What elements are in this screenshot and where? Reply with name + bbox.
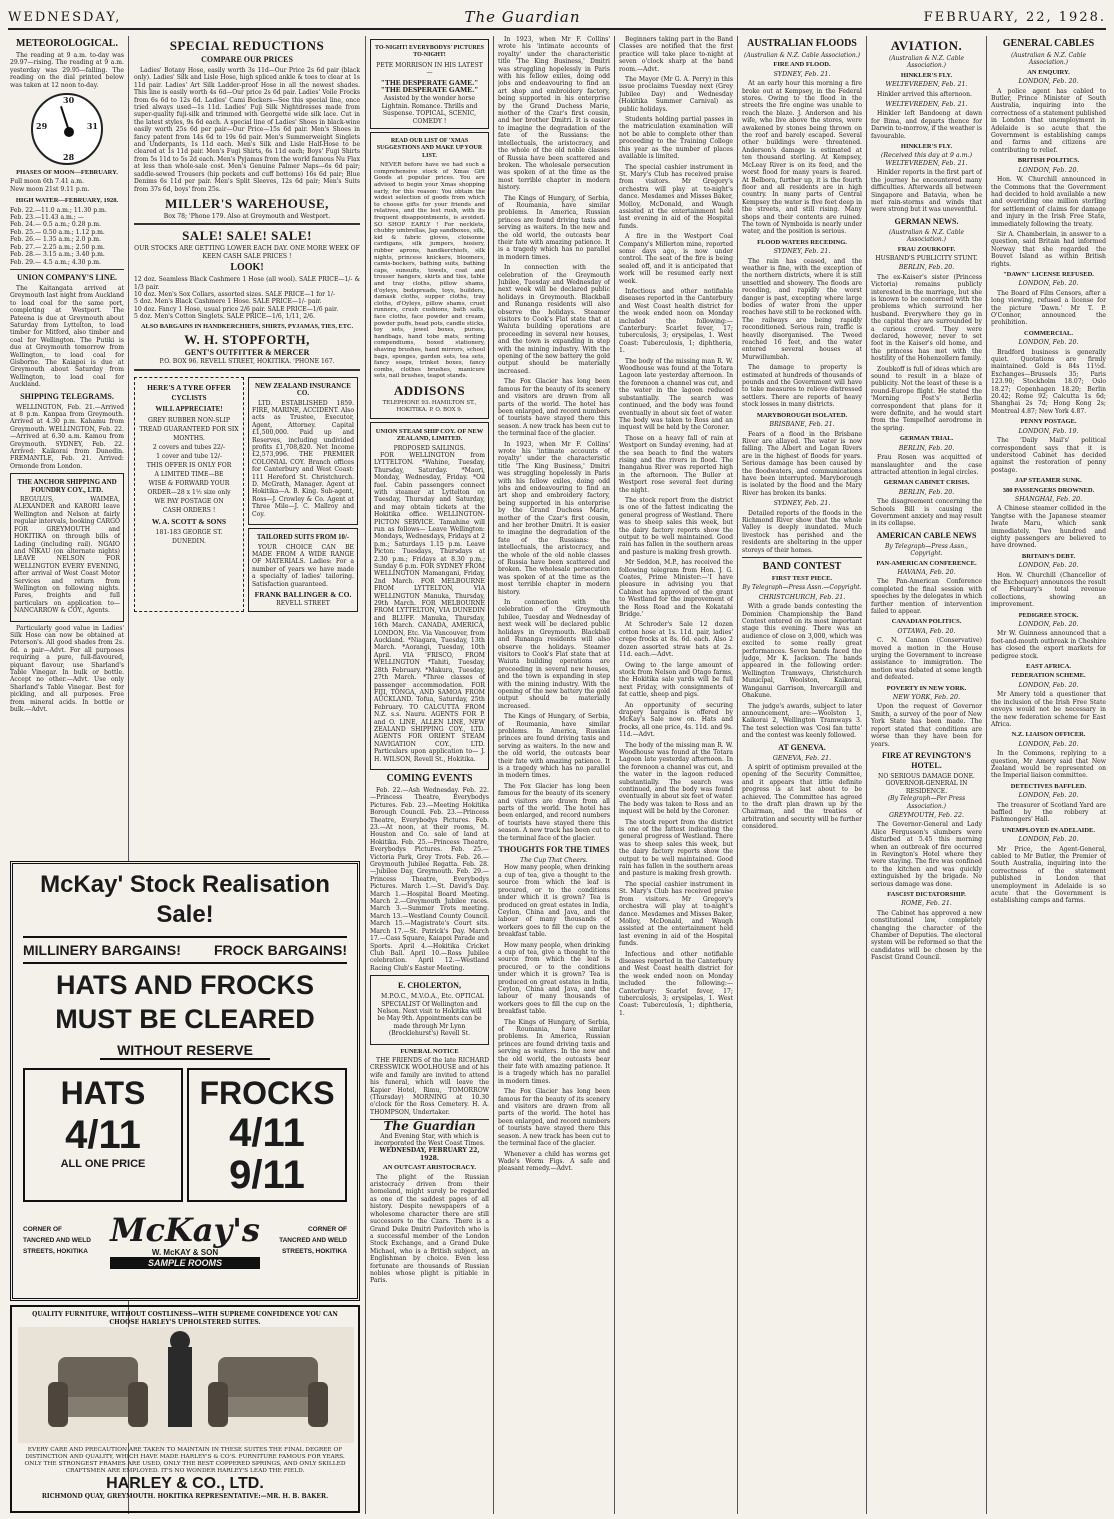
special-reductions-text: Ladies' Botany Hose, easily worth 3s 11d—Our Price 2s 6d pair (black only). Ladies' Silk and Lisle Hose, high spliced ankle & toes to clear at 1s 11d pair. Ladies' Art Silk Ladder-proof Hose in all the newest shades. This line is easily worth 4s 6d—Our price 2s 6d pair. Ladies' Voile Frocks from 6s 6d to 12s 6d. Ladies' Cami Bockers—See this special line, once tried always used—1s 11d. Ladies' Fuji Silk Nightdresses made from super-quality fuji-silk and trimmed with Georgette wide silk lace. Cut in the latest styles, 9s 6d each. A special line of Ladies' Shoes in black-wine easily worth 25s 6d per pair—Our Price—15s 6d pair. Men's Shoes in fancy patent from 14s 6d to 19s 6d pair. Men's Summerweight Singlets and Underpants, 1s 11d each. Men's Silk and Lisle Half-Hose to be cleared at 1s 11d pair. Men's Fugi Shirts, 6s 11d each; Boys' Fugi Shirts from 5s 11d to 5s 2d each. Men's Pyjamas from the world famous Nu Flax at less than whole-sale cost. Men's Genuine Palmer Naps—6s 6d pair; saddle-sewed Trousers (hip pockets and cuff bottoms) 16s 6d pair; Blue Denims 6s 11d per pair. Men's Split Sleeves, 12s 6d pair; Men's Suits from 37s 6d, boys' from 25s. [134, 67, 360, 193]
compare-prices-heading: COMPARE OUR PRICES [201, 55, 293, 64]
nz-insurance-ad: NEW ZEALAND INSURANCE CO. LTD. ESTABLISHED 1859. FIRE, MARINE, ACCIDENT. Also acts as Trustee, Executor, Agent, Attorney. Capital £1,500,000. Paid up and Reserves, including undivided profits £1,708,820. Net Income £2,573,996. THE PREMIER COLONIAL COY. Branch offices for Canterbury and West Coast: 111 Hereford St. Christchurch. D. McGrath, Manager. Agent at Hokitika—A. B. King. Sub-agent, Ross—J. Crowley & Co. Agent at Three Mile—J. C. Mallroy and Coy. [248, 377, 358, 525]
dial-label-left: 29 [36, 121, 48, 132]
column-general-cables: GENERAL CABLES (Australian & N.Z. Cable Association.) AN ENQUIRY. LONDON, Feb. 20. A police agent has cabled to Butler, Prince Minister of South Australia, inquiring into the correctness of a statement published in London that unemployment in Adelaide is so acute that the Government is establishing camps and farms and citizens are contributing to relief. BRITISH POLITICS. LONDON, Feb. 20. Hon. W. Churchill announced in the Commons that the Government had decided to hold available a new and overriding one million sterling for settlement of claims for damage and injury in the Irish Free State, immediately following the treaty. Sir A. Chamberlain, in answer to a question, said Britain had informed Norway that she regarded the Bouvet Island as within British rights. "DAWN" LICENSE REFUSED. LONDON, Feb. 20. The Board of Film Censors, after a long viewing, refused a license for the picture 'Dawn.' Mr T. P. O'Connor, announced the prohibition. COMMERCIAL. LONDON, Feb. 20. Bradford business is generally quiet. Quotations are firmly maintained. Gold is 84s 11½d. Exchanges—Brussels 35; Paris 123.90; Stockholm 18.07; Oslo 18.27; Copenhagen 18.20; Berlin 20.42; Rome 92; Calcutta 1s 6d; Shanghai 2s 7d; Hong Kong 2s; Montreal 4.87; New York 4.87. PENNY POSTAGE. LONDON, Feb. 19. The 'Daily Mail's' political correspondent says that it is understood Cabinet has decided against the restoration of penny postage. JAP STEAMER SUNK. 380 PASSENGERS DROWNED. SHANGHAI, Feb. 20. A Chinese steamer collided in the Yangtse with the Japanese steamer Iwate Maru, which sank immediately. Two hundred and eighty passengers are believed to have drowned. BRITAIN'S DEBT. LONDON, Feb. 20. Hon. W. Churchill (Chancellor of the Exchequer) announces the result of February's total revenue collections, showing an improvement. PEDIGREE STOCK. LONDON, Feb. 20. Mr W. Guinness announced that a foot-and-mouth outbreak in Cheshire has closed the export markets for pedigree stock. EAST AFRICA. FEDERATION SCHEME. LONDON, Feb. 20. Mr Amery told a questioner that the inclusion of the Irish Free State envoys would not be necessary in the new federation scheme for East Africa. N.Z. LIAISON OFFICER. LONDON, Feb. 20. In the Commons, replying to a question, Mr Amery said that New Zealand would be represented on the Imperial liaison committee. DETECTIVES BAFFLED. LONDON, Feb. 20. The treasurer of Scotland Yard are baffled by the robbery at Fishmongers' Hall. UNEMPLOYED IN ADELAIDE. LONDON, Feb. 20. Mr Price, the Agent-General, cabled to Mr Butler, the Premier of South Australia, inquiring into the correctness of the statement published in London that unemployment in Adelaide is so acute that the Government is establishing camps and farms. [991, 38, 1106, 905]
sale-item: 10 doz. Men's Sox Collars, assorted sizes. SALE PRICE—1 for 1/- [134, 290, 335, 298]
column-rule [365, 36, 366, 1514]
tide-row: Feb. 27.— 2.25 a.m.; 2.50 p.m. [10, 243, 105, 251]
dial-label-top: 30 [63, 95, 75, 106]
australian-floods-heading: AUSTRALIAN FLOODS [747, 38, 857, 49]
millinery-bargains: MILLINERY BARGAINS! [23, 942, 181, 958]
union-company-heading: UNION COMPANY'S LINE. [16, 272, 118, 282]
harley-furniture-ad [10, 1305, 360, 1513]
tide-row: Feb. 26.— 1.35 a.m.; 2.0 p.m. [10, 236, 101, 244]
mckay-corner-left: CORNER OF TANCRED AND WELD STREETS, HOKITIKA [23, 1226, 91, 1255]
meteorological-heading: METEOROLOGICAL. [16, 38, 118, 49]
column-editorial: In 1923, when Mr F. Collins' wrote his 'intimate accounts of royalty' under the characteristic title 'The King Business,' Dmitri was struggling hopelessly in Paris with his fellow exiles, doing odd jobs and endeavouring to find an art shop and embroidery factory, being supported in his enterprise by the Grand Duchess Marie, mother of the Czar's first cousin, and her brother Dmitri. It is easier to imagine the degradation of the fate of the Russians: the intellectuals, the aristocracy, and the whole of the old noble classes of Russia have been scattered and broken. The wholesale persecution was spoken of at the time as the most terrible chapter in modern history. The Kings of Hungary, of Serbia, of Roumania, have similar problems. In America, Russian princes are found driving taxis and serving as waiters. In the new and the old world, the outcasts bear their fate with amazing patience. It is a tragedy which has no parallel in modern times. In connection with the celebration of the Greymouth Jubilee, Tuesday and Wednesday of next week will be declared public holidays in Greymouth. Blackball and Runanga residents will also observe the holidays. Steamer visitors to Cook's Flat state that at Waiuta building operations are proceeding in several new houses, and the town is expanding in step with the mining industry. With the opening of the new battery the gold output should be materially increased. The Fox Glacier has long been famous for the beauty of its scenery and visitors are drawn from all parts of the world. The hotel has been enlarged, and record numbers of tourists have stayed there this season. A new track has been cut to the terminal face of the glacier. In 1923, when Mr F. Collins' wrote his 'intimate accounts of royalty' under the characteristic title 'The King Business,' Dmitri was struggling hopelessly in Paris with his fellow exiles, doing odd jobs and endeavouring to find an art shop and embroidery factory, being supported in his enterprise by the Grand Duchess Marie, mother of the Czar's first cousin, and her brother Dmitri. It is easier to imagine the degradation of the fate of the Russians: the intellectuals, the aristocracy, and the whole of the old noble classes of Russia have been scattered and broken. The wholesale persecution was spoken of at the time as the most terrible chapter in modern history. In connection with the celebration of the Greymouth Jubilee, Tuesday and Wednesday of next week will be declared public holidays in Greymouth. Blackball and Runanga residents will also observe the holidays. Steamer visitors to Cook's Flat state that at Waiuta building operations are proceeding in several new houses, and the town is expanding in step with the mining industry. With the opening of the new battery the gold output should be materially increased. The Kings of Hungary, of Serbia, of Roumania, have similar problems. In America, Russian princes are found driving taxis and serving as waiters. In the new and the old world, the outcasts bear their fate with amazing patience. It is a tragedy which has no parallel in modern times. The Fox Glacier has long been famous for the beauty of its scenery and visitors are drawn from all parts of the world. The hotel has been enlarged, and record numbers of tourists have stayed there this season. A new track has been cut to the terminal face of the glacier. THOUGHTS FOR THE TIMES The Cup That Cheers. How many people, when drinking a cup of tea, give a thought to the source from which the leaf is procured, or to the conditions under which it is grown? Tea is produced on great estates in India, Ceylon, China and Java, and the labour of many thousands of workers goes to fill the cup on the breakfast table. How many people, when drinking a cup of tea, give a thought to the source from which the leaf is procured, or to the conditions under which it is grown? Tea is produced on great estates in India, Ceylon, China and Java, and the labour of many thousands of workers goes to fill the cup on the breakfast table. The Kings of Hungary, of Serbia, of Roumania, have similar problems. In America, Russian princes are found driving taxis and serving as waiters. In the new and the old world, the outcasts bear their fate with amazing patience. It is a tragedy which has no parallel in modern times. The Fox Glacier has long been famous for the beauty of its scenery and visitors are drawn from all parts of the world. The hotel has been enlarged, and record numbers of tourists have stayed there this season. A new track has been cut to the terminal face of the glacier. Whenever a child has worms get Wade's Worm Figs. A safe and pleasant remedy.—Advt. [498, 36, 610, 1173]
column-local-news: Beginners taking part in the Band Classes are notified that the first practice will take place to-night at seven o'clock sharp at the band room.—Advt. The Mayor (Mr G. A. Perry) in this issue proclaims Tuesday next (Grey Jubilee Day) and Wednesday (Hokitika Summer Carnival) as public holidays. Students holding partial passes in the matriculation examination will not be able to complete other than proceeding to the Training College this year as the number of places available is limited. The special cashier instrument in St. Mary's Club has received praise from visitors. Mr Gregory's orchestra will play at to-night's dance. Mesdames and Misses Baker, Molloy, McDonald, and Waugh assisted at the entertainment held last evening in aid of the Hospital funds. A fire in the Westport Coal Company's Millerton mine, reported some days ago, is now under control. The seat of the fire is being sealed off, and it is anticipated that work will be resumed early next week. Infectious and other notifiable diseases reported in the Canterbury and West Coast health district for the week ended noon on Monday included the following:—Canterbury: Scarlet fever, 17; tuberculosis, 3; erysipelas, 1. West Coast: Tuberculosis, 1; diphtheria, 1. The body of the missing man R. W. Woodhouse was found at the Totara Lagoon late yesterday afternoon. In the forenoon a channel was cut, and the water in the lagoon reduced substantially. The search was continued, and the body was found eventually in about six feet of water. The body was taken to Ross and an inquest will be held by the Coroner. Those on a heavy fall of rain at Westport on Sunday evening, had at the sea beach to find the waters rising and the rivers in flood. The Inangahua River was reported high in the afternoon. The Buller at Westport rose several feet during the night. The stock report from the district is one of the fattest indicating the general progress of Westland. There was to sheep sales this week, but the dairy factory reports show the output to be well maintained. Good rain has fallen in the southern areas and pasture is making fresh growth. Mr Seddon, M.P., has received the following telegram from Hon. J. G. Coates, Prime Minister:—'I have pleasure in advising you that Cabinet has approved of the grant to Westland for the improvement of the Ross Road and the Kokatahi Bridge.' At Schroder's Sale 12 dozen cotton hose at 1s. 11d. pair, ladies' crepe frocks at 8s. 6d. each. Also 2 dozen assorted straw hats at 2s. 11d. each.—Advt. Owing to the large amount of stock from Nelson and Otago farms, the Hokitika sale yards will be full next Friday, with consignments of fat cattle, sheep and pigs. An opportunity of securing drapery bargains is offered by McKay's Sale now on. Hats and frocks, all one price, 4s. 11d. and 9s. 11d.—Advt. The body of the missing man R. W. Woodhouse was found at the Totara Lagoon late yesterday afternoon. In the forenoon a channel was cut, and the water in the lagoon reduced substantially. The search was continued, and the body was found eventually in about six feet of water. The body was taken to Ross and an inquest will be held by the Coroner. The stock report from the district is one of the fattest indicating the general progress of Westland. There was to sheep sales this week, but the dairy factory reports show the output to be well maintained. Good rain has fallen in the southern areas and pasture is making fresh growth. The special cashier instrument in St. Mary's Club has received praise from visitors. Mr Gregory's orchestra will play at to-night's dance. Mesdames and Misses Baker, Molloy, McDonald, and Waugh assisted at the entertainment held last evening in aid of the Hospital funds. Infectious and other notifiable diseases reported in the Canterbury and West Coast health district for the week ended noon on Monday included the following:—Canterbury: Scarlet fever, 17; tuberculosis, 3; erysipelas, 1. West Coast: Tuberculosis, 1; diphtheria, 1. [619, 36, 733, 1017]
high-water-heading: HIGH WATER—FEBRUARY, 1928. [15, 197, 119, 205]
shipping-telegrams-heading: SHIPPING TELEGRAMS. [20, 391, 114, 401]
sale-item: 12 doz. Seamless Black Cashmere 1 Hose (all wool). SALE PRICE—1/- & 1/3 pair. [134, 276, 360, 291]
column-rule [737, 36, 738, 1514]
meteorological-text: The reading at 9 a.m. to-day was 29.97—rising. The reading at 9 a.m. yesterday was 29.95—falling. The reading on the dial printed below was taken at 12 noon to-day. [10, 52, 124, 89]
column-advertisements [134, 36, 360, 856]
harley-top-text: QUALITY FURNITURE, WITHOUT COSTLINESS—WITH SUPREME CONFIDENCE YOU CAN CHOOSE HARLEY'S UPHOLSTERED SUITES. [32, 1311, 338, 1326]
frocks-price-box: FROCKS 4/11 9/11 [187, 1068, 347, 1202]
outcast-text: The plight of the Russian aristocracy driven from their homeland, might surely be regarded as one of the saddest pages of all history. Despite newspapers of a wholesome character there are still successors to the Czars. There is a Grand Duke Dmitri Pavlovitch who is a successful member of the London Stock Exchange, and a Grand Duke Michael, who is a British subject, an Englishman by choice. Even less fortunate are thousands of Russian nobles whose plight is pitiable in Paris. [370, 1173, 489, 1285]
moon-row: New moon 21st 9.11 p.m. [10, 185, 90, 193]
shipping-telegrams-text: WELLINGTON, Feb. 21.—Arrived at 8 p.m. Kanpaa from Greymouth. Arrived at 4.30 p.m. Kahamu from Greymouth. WELLINGTON, Feb. 22.—Arrived at 6.30 a.m. Kamou from Greymouth. SYDNEY, Feb. 22. Arrived: Kaikorai from Dunedin. FREMANTLE, Feb. 21. Arrived: Ormonde from London. [10, 403, 124, 470]
column-entertainment-shipping: TO-NIGHT! EVERYBODYS' PICTURES TO-NIGHT! PETE MORRISON IN HIS LATEST— "THE DESPERATE GAME." "THE DESPERATE GAME." Assisted by the wonder horse Lightnin. Romance. Thrills and Suspense. TOPICAL, SCENIC, COMEDY ! READ OUR LIST OF 'XMAS SUGGESTIONS AND MAKE UP YOUR LIST. NEVER before have we had such a comprehensive stock of Xmas Gift Goods at popular prices. You are advised to begin your Xmas shopping early, for this reason: You obtain the widest selection of goods from which to choose gifts for your friends and relatives, and the lest rush, with its frequent disappointments, is avoided. SO SHOP EARLY ! For necklets, chubby umbrellas, Jap sandboxes, silk, kid & fabric gloves, cloisonne cardigans, silk jumpers, hosiery, rubber aprons, handkerchiefs, silk nights, princess knickers, bloomers, camis-bockers, bathing suits, bathing caps, sunsuits, towels, coat and trouser hangers, skirts and ties, table and tray cloths, pillow shams, d'oyleys, bedspreads, toys, builders, damask cloths, supper cloths, tray cloths, d'Oyleys, pillow shams, cruet runners, crush cushions, bath salts, face cloths, face powder and cream, powder puffs, bead pots, candle sticks, toy sets, jewel boxes, purses, handbags, hand tobe mats, writing compendiums, boxed stationery, shaving brushes, hand mirrors, school bags, sponges, garden sets, tea sets, fancy soaps, trinket boxes, fancy combs, clothes brushes, manicure sets, nail brushes, teapot stands. ADDISONS TELEPHONE 93. HAMILTON ST., HOKITIKA. P. O. BOX 9. UNION STEAM SHIP COY. OF NEW ZEALAND, LIMITED. PROPOSED SAILINGS. FOR WELLINGTON from LYTTELTON. *Wahine, Tuesday, Thursday, Saturday. *Maori, Monday, Wednesday, Friday. *Oil fuel. Cabin passengers connect with steamer at Lyttelton on Tuesday, Thursday and Saturday, and may obtain tickets at the Hokitika office. WELLINGTON-PICTON SERVICE. Tamahine will run as follows— Leave Wellington: Mondays, Wednesdays, Fridays at 2 p.m.; Saturdays 1.15 p.m. Leave Picton: Tuesdays, Thursdays at 2.30 p.m.; Fridays at 8.30 p.m.; Sunday 6 p.m. FOR SYDNEY FROM WELLINGTON Mamangani, Friday, 2nd March. FOR MELBOURNE FROM LYTTELTON, VIA WELLINGTON Manuka, Thursday, 29th March. FOR MELBOURNE FROM LYTTELTON, VIA DUNEDIN and BLUFF. Manuka, Thursday, 16th March. CANADA, AMERICA, LONDON, Etc. Via Vancouver, from Auckland. *Niagara, Tuesday, 13th March. *Aorangi, Tuesday, 10th April. VIA 'FRISCO, FROM WELLINGTON *Tahiti, Tuesday, 28th February. *Makura, Tuesday, 27th March. *Three classes of passenger accommodation. FOR FIJI, TONGA, AND SAMOA FROM AUCKLAND. Tofua, Saturday, 25th February. TO CALCUTTA FROM N.Z. s.s. Nauru. AGENTS FOR P. and O. LINE, ALLEN LINE, NEW ZEALAND SHIPPING COY., LTD. AGENTS FOR ORIENT STEAM NAVIGATION COY., LTD. Particulars upon application to— J. H. WILSON, Revell St., Hokitika. COMING EVENTS Feb. 22.—Ash Wednesday. Feb. 22.—Princess Theatre, Everybodys Pictures. Feb. 23.—Meeting Hokitika Borough Council. Feb. 23.—Princess Theatre, Everybodys Pictures. Feb. 23.—At noon, at their rooms, M. Houston and Co. sale of land at Hokitika. Feb. 25.—Princess Theatre, Everybodys Pictures. Feb. 25.—Victoria Park, Grey Trots. Feb. 26.—Greymouth Jubilee Regatta. Feb. 28.—Jubilee Day, Greymouth. Feb. 29.—Princess Theatre, Everybodys Pictures. March 1.—St. David's Day. March 1.—Hospital Board Meeting. March 2.—Greymouth Jubilee races. March 3.—Summer Trots meeting. March 13.—Westland County Council. March 15.—Magistrate's Court sits. March 17.—St. Patrick's Day. March 17.—Cass Square, Kaiapoi Parade and Sports. April 4.—Hokitika Cricket Club Ball. April 10.—Ross Jubilee celebration. April 12.—Westland Racing Club's Easter Meeting. E. CHOLERTON, M.P.O.C., M.V.O.A., Etc. OPTICAL SPECIALIST Of Wellington and Nelson. Next visit to Hokitika will be May 9th. Appointments can be made through Mr Lynn (Brocklehurst's) Revell St. FUNERAL NOTICE THE FRIENDS of the late RICHARD CRESSWICK WOOLHOUSE and of his wife and family are invited to attend his funeral, which will leave the Kapier Hotel, Rimu, TOMORROW (Thursday) MORNING at 10.30 o'clock for the Ross Cemetery. H. A. THOMPSON, Undertaker. The Guardian And Evening Star, with which is incorporated the West Coast Times. WEDNESDAY, FEBRUARY 22, 1928. AN OUTCAST ARISTOCRACY. The plight of the Russian aristocracy driven from their homeland, might surely be regarded as one of the saddest pages of all history. Despite newspapers of a wholesome character there are still successors to the Czars. There is a Grand Duke Dmitri Pavlovitch who is a successful member of the London Stock Exchange, and a Grand Duke Michael, who is a British subject, an Englishman by choice. Even less fortunate are thousands of Russian nobles whose plight is pitiable in Paris. [370, 36, 489, 1514]
addisons-ad: READ OUR LIST OF 'XMAS SUGGESTIONS AND MAKE UP YOUR LIST. NEVER before have we had such a comprehensive stock of Xmas Gift Goods at popular prices. You are advised to begin your Xmas shopping early, for this reason: You obtain the widest selection of goods from which to choose gifts for your friends and relatives, and the lest rush, with its frequent disappointments, is avoided. SO SHOP EARLY ! For necklets, chubby umbrellas, Jap sandboxes, silk, kid & fabric gloves, cloisonne cardigans, silk jumpers, hosiery, rubber aprons, handkerchiefs, silk nights, princess knickers, bloomers, camis-bockers, bathing suits, bathing caps, sunsuits, towels, coat and trouser hangers, skirts and ties, table and tray cloths, pillow shams, d'oyleys, bedspreads, toys, builders, damask cloths, supper cloths, tray cloths, d'Oyleys, pillow shams, cruet runners, crush cushions, bath salts, face cloths, face powder and cream, powder puffs, bead pots, candle sticks, toy sets, jewel boxes, purses, handbags, hand tobe mats, writing compendiums, boxed stationery, shaving brushes, hand mirrors, school bags, sponges, garden sets, tea sets, fancy soaps, trinket boxes, fancy combs, clothes brushes, manicure sets, nail brushes, teapot stands. ADDISONS TELEPHONE 93. HAMILTON ST., HOKITIKA. P. O. BOX 9. [370, 132, 489, 419]
hats-and-frocks: HATS AND FROCKS [56, 970, 314, 1000]
harley-address: RICHMOND QUAY, GREYMOUTH. HOKITIKA REPRESENTATIVE:—MR. H. B. BAKER. [41, 1493, 329, 1500]
masthead-paper-name: The Guardian [464, 8, 581, 26]
without-reserve: WITHOUT RESERVE [100, 1042, 270, 1060]
funeral-notice-text: THE FRIENDS of the late RICHARD CRESSWICK WOOLHOUSE and of his wife and family are invited to attend his funeral, which will leave the Kapier Hotel, Rimu, TOMORROW (Thursday) MORNING at 10.30 o'clock for the Ross Cemetery. H. A. THOMPSON, Undertaker. [370, 1056, 489, 1116]
tide-row: Feb. 28.— 3.15 a.m.; 3.40 p.m. [10, 251, 105, 259]
sale-item: 5 doz. Men's Cotton Singlets. SALE PRICE—1/6, 1/11, 2/6. [134, 313, 315, 321]
tide-row: Feb. 22.—11.0 a.m.; 11.30 p.m. [10, 206, 107, 214]
anchor-heading: THE ANCHOR SHIPPING AND FOUNDRY COY., LTD. [17, 478, 117, 494]
local-notices-text: Particularly good value in Ladies' Silk Hose can now be obtained at Peterson's. All good shades from 2s. 6d. a pair—Advt. For all purposes requiring a pure, full-flavoured, piquant flavour, use Sharland's Table Vinegar. In bulk or bottle. Accept no other.—Advt. Use only Sharland's Table Vinegar. Best for pickling, and all purposes. Free from mineral acids. In bottle or bulk.—Advt. [10, 624, 124, 714]
pictures-ad: TO-NIGHT! EVERYBODYS' PICTURES TO-NIGHT! PETE MORRISON IN HIS LATEST— "THE DESPERATE GAME." "THE DESPERATE GAME." Assisted by the wonder horse Lightnin. Romance. Thrills and Suspense. TOPICAL, SCENIC, COMEDY ! [370, 39, 489, 129]
union-company-text: The Kaitangata arrived at Greymouth last night from Auckland to load coal for the same port, completing at Westport. The Pateena is due at Greymouth about Saturday from Lyttelton, to load timber for Mitford, also timber and coal for Wellington. The Putiki is due at Greymouth tomorrow from Wellington, to load coal for Gisborne. The Kaiapoi is due at Greymouth about Saturday from Wellington, to load coal for Auckland. [10, 284, 124, 389]
dial-label-right: 31 [86, 121, 98, 132]
masthead-day: WEDNESDAY, [8, 9, 122, 25]
mckay-corner-right: CORNER OF TANCRED AND WELD STREETS, HOKITIKA [279, 1226, 347, 1255]
barometer-dial-icon [31, 93, 103, 165]
look-heading: LOOK! [230, 262, 264, 274]
sale-heading: SALE! SALE! SALE! [182, 228, 312, 244]
outcast-heading: AN OUTCAST ARISTOCRACY. [383, 1164, 476, 1172]
column-rule [866, 36, 867, 1514]
stopforth-address: P.O. BOX 96. REVELL STREET, HOKITIKA. 'PHONE 167. [159, 358, 335, 366]
special-reductions-heading: SPECIAL REDUCTIONS [169, 38, 325, 53]
column-rule [986, 36, 987, 1514]
mckay-sale-ad [10, 861, 360, 1301]
aviation-heading: AVIATION. [890, 38, 963, 53]
german-news-heading: GERMAN NEWS. [894, 216, 959, 226]
tide-row: Feb. 23.—11.43 a.m.; — [10, 214, 84, 222]
dial-label-bottom: 28 [63, 151, 75, 162]
tide-row: Feb. 29.— 4.5 a.m.; 4.30 p.m. [10, 258, 101, 266]
funeral-notice-heading: FUNERAL NOTICE [400, 1047, 459, 1055]
cholerton-ad: E. CHOLERTON, M.P.O.C., M.V.O.A., Etc. OPTICAL SPECIALIST Of Wellington and Nelson. Next visit to Hokitika will be May 9th. Appointments can be made through Mr Lynn (Brocklehurst's) Revell St. [370, 975, 489, 1044]
masthead [8, 6, 1106, 30]
anchor-shipping-ad [10, 473, 124, 621]
stopforth-subheading: GENT'S OUTFITTER & MERCER [184, 347, 310, 357]
dial-hub [64, 127, 74, 137]
harley-body-text: EVERY CARE AND PRECAUTION ARE TAKEN TO MAINTAIN IN THESE SUITES THE FINAL DEGREE OF DISTINCTION AND QUALITY, WHICH HAVE MADE HARLEY'S & CO'S. FURNITURE FAMOUS FOR YEARS. ONLY THE STRONGEST FRAMES ARE USED, ONLY THE BEST COPPERED SPRINGS, AND ONLY SKILLED CRAFTSMEN ARE EMPLOYED. IT'S NO WONDER HARLEY'S LEAD THE FIELD. [24, 1447, 346, 1474]
coming-events-heading: COMING EVENTS [386, 772, 473, 784]
harley-name: HARLEY & CO., LTD. [106, 1475, 264, 1492]
hats-price-box: HATS 4/11 ALL ONE PRICE [23, 1068, 183, 1202]
millers-warehouse-heading: MILLER'S WAREHOUSE, [165, 195, 329, 211]
sale-subheading: OUR STOCKS ARE GETTING LOWER EACH DAY. ONE MORE WEEK OF KEEN CASH SALE PRICES ! [134, 245, 360, 260]
sale-item: 5 doz. Men's Black Cashmere 1 Hose. SALE PRICE—1/- pair. [134, 298, 322, 306]
tide-row: Feb. 25.— 0.50 a.m.; 1.12 p.m. [10, 228, 105, 236]
mckay-title: McKay' Stock Realisation Sale! [40, 871, 330, 928]
must-be-cleared: MUST BE CLEARED [55, 1004, 315, 1034]
column-australian-floods: AUSTRALIAN FLOODS (Australian & N.Z. Cable Association.) FIRE AND FLOOD. SYDNEY, Feb. 21. At an early hour this morning a fire broke out at Kempsey, in the Federal stores. Owing to the flood in the streets the fire engine was unable to reach the blaze. J. Anderson and his wife, who live above the stores, were awakened by stones being thrown on the roof and barely escaped. Several other buildings were threatened. Anderson's damage is estimated at ten thousand sterling. At Kempsey, McLeay River is on its feed, and the worst flood for many years is feared. At Belbora, further up, it is the fourth floor and all residents are in high country. In many parts of Central Kempsey the water is five feet deep in the streets, and still rising. Many shops and their contents are ruined. The town of Nymboida is nearly under water, and the position is serious. FLOOD WATERS RECEDING. SYDNEY, Feb. 21. The rain has ceased, and the weather is fine, with the exception of the northern districts, where it is still unsettled and showery. The floods are receding, and rapidly the worst danger is past, excepting where large bodies of water from the upper reaches have still to be reckoned with. The railways are being rapidly reconditioned. Serious rain, traffic is heavily disorganised. The Tweed reached 16 feet, and the water entered several houses at Murwillumbah. The damage to property is estimated at hundreds of thousands of pounds and the Government will have to take measures to relieve distressed settlers. There are reports of heavy stock losses in many districts. MARYBOROUGH ISOLATED. BRISBANE, Feb. 21. Fears of a flood in the Brisbane River are allayed. The water is now falling. The Albert and Logan Rivers are in the highest of floods for years. Serious damage has been caused by the floodwaters, and communications have been interrupted. Maryborough is isolated by the flood and the Mary River has broken its banks. SYDNEY, Feb. 21. Detailed reports of the floods in the Richmond River show that the whole Valley is deeply inundated. Much livestock has perished and the residents are sheltering in the upper storeys of their homes. BAND CONTEST FIRST TEST PIECE. By Telegraph—Press Assn.—Copyright. CHRISTCHURCH, Feb. 21. With a grade bands contesting the Dominion Championship the Band Contest entered on its most important stage this evening. There was an audience of close on 3,000, which was excited to some really great performances. Seven bands faced the judge, Mr K. Jackson. The bands appeared in the following order: Wellington Tramways, Christchurch Municipal, Woolston, Kaikorai, Wanganui Garrison, Invercargill and Ohakune. The judge's awards, subject to later announcement, are:—Woolston 1, Kaikorai 2, Wellington Tramways 3. The test selection was 'Cosi fan tutte' and the contest was keenly followed. AT GENEVA. GENEVA, Feb. 21. A spirit of optimism prevailed at the opening of the Security Committee, and it appears that little definite progress is at last about to be achieved. The Committee has agreed to the draft plan drawn up by the Chairman, and the treaties of arbitration and security will be further considered. [742, 38, 862, 831]
anchor-text: REGULUS, WAIMEA, ALEXANDER and KARORI leave Wellington and Nelson at fairly regular intervals, booking CARGO FOR GREYMOUTH and HOKITIKA on through bills of Lading (including rail). NGAIO and NIKAU (on alternate nights) LEAVE NELSON FOR WELLINGTON EVERY EVENING, after arrival of West Coast Motor Services and return from Wellington on following nights. Fares, freights and full particulars on application to— NANCARROW & COY., Agents. [14, 496, 120, 615]
stopforth-heading: W. H. STOPFORTH, [184, 331, 310, 347]
american-cable-news-heading: AMERICAN CABLE NEWS [876, 530, 977, 540]
band-contest-heading: BAND CONTEST [762, 561, 842, 572]
also-bargains: ALSO BARGAINS IN HANDKERCHIEFS, SHIRTS, PYJAMAS, TIES, ETC. [140, 322, 354, 330]
coming-events-text: Feb. 22.—Ash Wednesday. Feb. 22.—Princess Theatre, Everybodys Pictures. Feb. 23.—Meeting Hokitika Borough Council. Feb. 23.—Princess Theatre, Everybodys Pictures. Feb. 23.—At noon, at their rooms, M. Houston and Co. sale of land at Hokitika. Feb. 25.—Princess Theatre, Everybodys Pictures. Feb. 25.—Victoria Park, Grey Trots. Feb. 26.—Greymouth Jubilee Regatta. Feb. 28.—Jubilee Day, Greymouth. Feb. 29.—Princess Theatre, Everybodys Pictures. March 1.—St. David's Day. March 1.—Hospital Board Meeting. March 2.—Greymouth Jubilee races. March 3.—Summer Trots meeting. March 13.—Westland County Council. March 15.—Magistrate's Court sits. March 17.—St. Patrick's Day. March 17.—Cass Square, Kaiapoi Parade and Sports. April 4.—Hokitika Cricket Club Ball. April 10.—Ross Jubilee celebration. April 12.—Westland Racing Club's Easter Meeting. [370, 786, 489, 972]
tyre-offer-ad: HERE'S A TYRE OFFER CYCLISTS WILL APPRECIATE! GREY RUBBER NON-SLIP TREAD GUARANTEED FOR SIX MONTHS. 2 covers and tubes 22/- 1 cover and tube 12/- THIS OFFER IS ONLY FOR A LIMITED TIME—BE WISE & FORWARD YOUR ORDER—28 x 1½ size only WE PAY POSTAGE ON CASH ORDERS ! W. A. SCOTT & SONS 181-183 GEORGE ST. DUNEDIN. [134, 377, 244, 612]
column-meteorological [10, 36, 124, 856]
millers-address: Box 78; 'Phone 179. Also at Greymouth and Westport. [163, 212, 331, 220]
armchair-illustration-icon [18, 1327, 354, 1443]
frock-bargains: FROCK BARGAINS! [214, 942, 347, 958]
sale-item: 10 doz. Fancy 1 Hose, usual price 2/6 pair. SALE PRICE—1/6 pair. [134, 305, 339, 313]
thoughts-heading: THOUGHTS FOR THE TIMES [498, 845, 610, 855]
mckay-logo: McKay's W. McKAY & SON SAMPLE ROOMS [110, 1211, 260, 1268]
moon-phases-heading: PHASES OF MOON—FEBRUARY. [16, 169, 118, 177]
tide-row: Feb. 24.— 0.5 a.m.; 0.28 p.m. [10, 221, 101, 229]
moon-row: Full moon 6th 7.41 a.m. [10, 178, 84, 186]
column-aviation-cables: AVIATION. (Australian & N.Z. Cable Association.) HINKLER'S FLY. WELTEVREDEN, Feb. 21. Hinkler arrived this afternoon. WELTEVREDEN, Feb. 21. Hinkler left Bandoeng at dawn for Bima, and departs thence for Darwin to-morrow, if the weather is favourable. HINKLER'S FLY. (Received this day at 9 a.m.) WELTEVREDEN, Feb. 21. Hinkler reports in the first part of the journey he encountered many difficulties. Afterwards all between Singapore and Batavia, when he met rain-storms and winds that were strong but it was uneventful. GERMAN NEWS. (Australian & N.Z. Cable Association.) FRAU ZOURKOFF. HUSBAND'S PUBLICITY STUNT. BERLIN, Feb. 20. The ex-Kaiser's sister (Princess Victoria) remains publicly interested in the marriage, but she is known to be concerned with the problems which surround her husband. Everywhere they go in the capital they are surrounded by a curious crowd. They were declared, however, never to set foot in the Kaiser's old home, and the princess has met with the hostility of the Hohenzollern family. Zoubkoff is full of ideas which are sound to result in a blaze of publicity. Not the least of these is a round-Europe flight. He stated the 'Morning Post's' Berlin correspondent that plans for it were definite, and he would start from the Tempelhof aerodrome in the spring. GERMAN TRIAL. BERLIN, Feb. 20. Frau Rosen was acquitted of manslaughter and the case attracted attention in legal circles. GERMAN CABINET CRISIS. BERLIN, Feb. 20. The disagreement concerning the Schools Bill is causing the Government anxiety and may result in its collapse. AMERICAN CABLE NEWS By Telegraph—Press Assn., Copyright. PAN-AMERICAN CONFERENCE. HAVANA, Feb. 20. The Pan-American Conference completed the final session with speeches by the delegates in which further mention of intervention failed to appear. CANADIAN POLITICS. OTTAWA, Feb. 20. C. N. Cannon (Conservative) moved a motion in the House urging the Government to increase assistance to immigration. The motion was debated at some length and defeated. POVERTY IN NEW YORK. NEW YORK, Feb. 20. Upon the request of Governor Smith, a survey of the poor of New York State has been made. The report stated that conditions are worse than they have been for years. FIRE AT REVINGTON'S HOTEL. NO SERIOUS DAMAGE DONE. GOVERNOR-GENERAL IN RESIDENCE. (By Telegraph—Per Press Association.) GREYMOUTH, Feb. 22. The Governor-General and Lady Alice Fergusson's slumbers were disturbed at 5.45 this morning when an outbreak of fire occurred in Revington's Hotel where they were staying. The fire was confined to the kitchen and was quickly extinguished by the brigade. No serious damage was done. FASCIST DICTATORSHIP. ROME, Feb. 21. The Cabinet has approved a new constitutional law, completely changing the character of the Chamber of Deputies. The electoral system will be reformed so that the candidates will be chosen by the Fascist Grand Council. [871, 38, 982, 962]
column-rule [614, 36, 615, 1514]
fire-revingtons-heading: FIRE AT REVINGTON'S HOTEL. [882, 750, 971, 770]
masthead-date: FEBRUARY, 22, 1928. [923, 9, 1106, 25]
at-geneva-heading: AT GENEVA. [778, 742, 826, 752]
union-steam-ship-ad: UNION STEAM SHIP COY. OF NEW ZEALAND, LIMITED. PROPOSED SAILINGS. FOR WELLINGTON from LYTTELTON. *Wahine, Tuesday, Thursday, Saturday. *Maori, Monday, Wednesday, Friday. *Oil fuel. Cabin passengers connect with steamer at Lyttelton on Tuesday, Thursday and Saturday, and may obtain tickets at the Hokitika office. WELLINGTON-PICTON SERVICE. Tamahine will run as follows— Leave Wellington: Mondays, Wednesdays, Fridays at 2 p.m.; Saturdays 1.15 p.m. Leave Picton: Tuesdays, Thursdays at 2.30 p.m.; Fridays at 8.30 p.m.; Sunday 6 p.m. FOR SYDNEY FROM WELLINGTON Mamangani, Friday, 2nd March. FOR MELBOURNE FROM LYTTELTON, VIA WELLINGTON Manuka, Thursday, 29th March. FOR MELBOURNE FROM LYTTELTON, VIA DUNEDIN and BLUFF. Manuka, Thursday, 16th March. CANADA, AMERICA, LONDON, Etc. Via Vancouver, from Auckland. *Niagara, Tuesday, 13th March. *Aorangi, Tuesday, 10th April. VIA 'FRISCO, FROM WELLINGTON *Tahiti, Tuesday, 28th February. *Makura, Tuesday, 27th March. *Three classes of passenger accommodation. FOR FIJI, TONGA, AND SAMOA FROM AUCKLAND. Tofua, Saturday, 25th February. TO CALCUTTA FROM N.Z. s.s. Nauru. AGENTS FOR P. and O. LINE, ALLEN LINE, NEW ZEALAND SHIPPING COY., LTD. AGENTS FOR ORIENT STEAM NAVIGATION COY., LTD. Particulars upon application to— J. H. WILSON, Revell St., Hokitika. [370, 422, 489, 770]
guardian-leader-title: The Guardian [383, 1119, 476, 1134]
tailored-suits-ad: TAILORED SUITS FROM 10/- YOUR CHOICE CAN BE MADE FROM A WIDE RANGE OF MATERIALS. Ladies: For a number of years we have made a specialty of ladies' tailoring. Satisfaction guaranteed. FRANK BALLINGER & CO. REVELL STREET [248, 528, 358, 612]
general-cables-heading: GENERAL CABLES [1002, 38, 1095, 49]
column-rule [493, 36, 494, 1514]
